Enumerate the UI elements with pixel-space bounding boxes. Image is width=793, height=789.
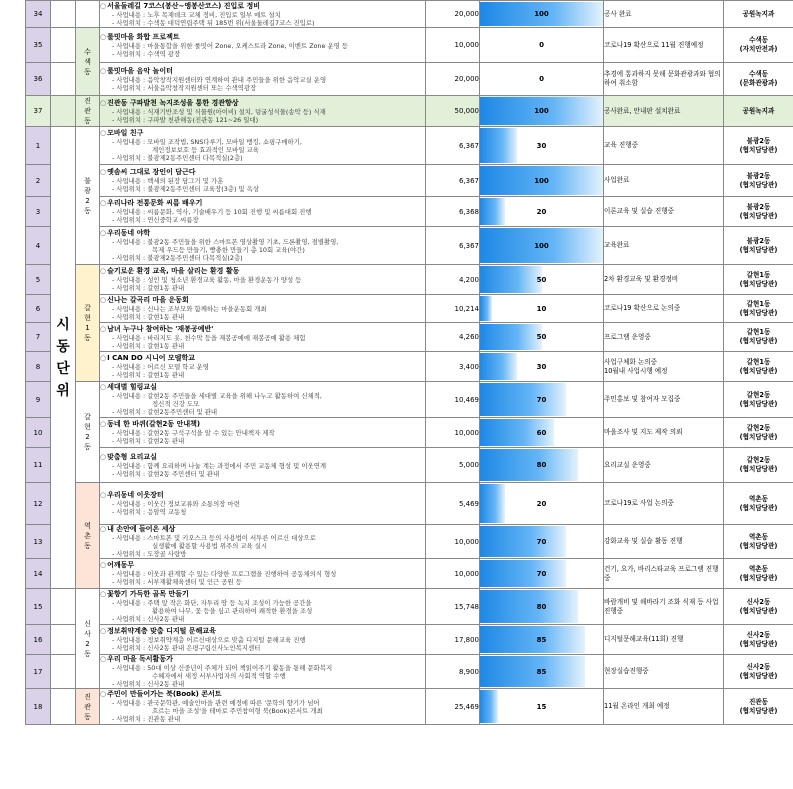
budget-value: 5,000 [426,448,480,483]
table-row [26,559,793,589]
row-number: 14 [26,559,51,589]
project-detail: - 사업내용 : 마을통합을 위한 룰밋어 Zone, 오케스트라 Zone, 이벤트 Zone 운영 등 [112,41,349,50]
progress-label: 15 [536,702,547,711]
project-content [100,295,426,323]
project-content [100,448,426,483]
project-title: ○어깨동무 [100,561,135,569]
group-label: 진 관 동 [76,96,100,127]
row-number: 5 [26,265,51,295]
project-detail: - 사업위치 : 갈현2동 주민센터 및 관내 [112,469,220,478]
status-text: 코로나19 확산으로 논의중 [604,295,724,323]
department-label: 불광2동 (협치담당관) [724,127,793,165]
table-row [26,227,793,265]
progress-cell [480,96,604,127]
project-detail: - 사업내용 : 성인 및 청소년 환경교육 활동, 마을 환경운동가 양성 등 [112,276,302,284]
budget-value: 20,000 [426,1,480,28]
table-row [26,689,793,725]
budget-value: 15,748 [426,589,480,625]
progress-label: 50 [536,333,547,341]
status-text: 프로그램 운영중 [604,323,724,352]
department-label: 갈현2동 (협치담당관) [724,418,793,448]
bullet-icon: ○ [100,129,107,137]
row-number: 36 [26,63,51,96]
department-label: 역촌동 (협치담당관) [724,483,793,525]
status-text: 코로나19 확산으로 11월 진행예정 [604,28,724,63]
bullet-icon: ○ [100,32,107,41]
budget-value: 10,000 [426,525,480,559]
budget-value: 6,367 [426,127,480,165]
group-label: 갈 현 1 동 [76,265,100,382]
bullet-icon: ○ [100,491,107,499]
budget-value: 3,400 [426,352,480,382]
progress-cell [480,655,604,689]
project-detail: - 사업위치 : 신사2동 관내 은평구립신사노인복지센터 [112,644,261,652]
table-row [26,589,793,625]
progress-label: 10 [536,304,547,313]
unit-label: 시 동 단 위 [51,127,76,589]
department-label: 신사2동 (협치담당관) [724,625,793,655]
department-label: 진관동 (협치담당관) [724,689,793,725]
table-row [26,265,793,295]
row-number: 8 [26,352,51,382]
progress-cell [480,165,604,197]
department-label: 갈현1동 (협치담당관) [724,352,793,382]
project-title: ○동네 한 바퀴(갈현2동 안내책) [100,420,201,428]
project-title: ○서울둘레길 7코스(봉산~앵봉산코스) 진입로 정비 [100,1,261,10]
bullet-icon: ○ [100,354,107,362]
project-detail: - 사업내용 : 어르신 모델 학교 운영 [112,363,209,371]
row-number: 3 [26,197,51,227]
table-row [26,483,793,525]
project-content [100,28,426,63]
project-title: ○I CAN DO 시니어 모델학교 [100,354,195,362]
project-detail: - 사업위치 : 연신중학교 씨름장 [112,216,199,224]
budget-value: 8,900 [426,655,480,689]
status-text: 이론교육 및 실습 진행중 [604,197,724,227]
project-detail: - 사업위치 : 갈현2동 관내 [112,437,185,445]
row-number: 35 [26,28,51,63]
department-label: 공원녹지과 [724,1,793,28]
department-label: 갈현1동 (협치담당관) [724,323,793,352]
progress-cell [480,483,604,525]
row-number: 17 [26,655,51,689]
progress-cell [480,589,604,625]
table-row [26,96,793,127]
department-label: 신사2동 (협치담당관) [724,589,793,625]
row-number: 18 [26,689,51,725]
progress-cell [480,197,604,227]
project-title: ○꽃향기 가득한 골목 만들기 [100,590,189,598]
project-content [100,589,426,625]
status-text: 교육 진행중 [604,127,724,165]
project-detail: - 사업위치 : 갈현1동 관내 [112,341,185,350]
bullet-icon: ○ [100,525,107,533]
department-label: 갈현2동 (협치담당관) [724,448,793,483]
group-label [76,1,100,28]
project-content [100,265,426,295]
project-detail: - 사업내용 : 이웃간 정보교류와 소통의장 마련 [112,500,240,508]
project-title: ○남녀 누구나 참여하는 '재봉공예반' [100,324,214,333]
bullet-icon: ○ [100,561,107,569]
project-detail: - 사업위치 : 신사2동 관내 [112,680,185,688]
project-title: ○모바일 친구 [100,129,144,137]
project-title: ○슬기로운 환경 교육, 마을 살리는 환경 활동 [100,267,240,275]
row-number: 6 [26,295,51,323]
project-detail: 수혜자에서 새정 서부사업자의 사회적 역할 수행 [152,672,286,680]
project-detail: - 사업위치 : 불광제2동주민센터 다목적실(2층) [112,254,243,262]
project-detail: 계인정보보호 등 효과적인 모바일 교육 [152,146,259,154]
project-title: ○우리동네 야학 [100,229,151,237]
progress-label: 30 [536,362,547,371]
status-text: 사업구체화 논의중 10월내 사업시행 예정 [604,352,724,382]
progress-cell [480,1,604,28]
progress-label: 70 [536,569,547,578]
bullet-icon: ○ [100,267,107,275]
row-number: 11 [26,448,51,483]
project-table [25,0,793,725]
project-content [100,127,426,165]
group-label: 갈 현 2 동 [76,382,100,483]
progress-label: 80 [536,602,547,611]
status-text: 강화교육 및 실습 활동 진행 [604,525,724,559]
status-text: 요리교실 운영중 [604,448,724,483]
status-text: 공사완료, 안내판 설치완료 [604,96,724,127]
status-text: 디지털문해교육(11회) 진행 [604,625,724,655]
project-detail: - 사업내용 : 갈현2동 주민들을 세대별 교육을 위해 나누고 활동하여 신체적, [112,392,322,400]
progress-label: 100 [534,10,549,18]
project-detail: - 사업내용 : 노후 목재데크 교체 정비, 진입로 일부 매트 설치 [112,10,281,19]
status-text: 공사 완료 [604,1,724,28]
budget-value: 10,214 [426,295,480,323]
table-row [26,655,793,689]
status-text: 바람개비 및 해바라기 조화 식재 등 사업 진행중 [604,589,724,625]
project-detail: - 사업내용 : 이웃과 관계할 수 있는 다양한 프로그램을 진행하여 공동체의식 형성 [112,570,337,578]
progress-label: 100 [534,241,549,250]
progress-label: 85 [536,635,547,644]
project-detail: - 사업내용 : 씨름문화, 역사, 기술배우기 등 10회 진행 및 씨름대회 진행 [112,208,312,216]
bullet-icon: ○ [100,324,107,333]
unit-blank [51,63,76,96]
progress-cell [480,418,604,448]
budget-value: 10,000 [426,28,480,63]
status-text: 건기, 요가, 바리스타교육 프로그램 진행중 [604,559,724,589]
group-label: 수 색 동 [76,28,100,96]
bullet-icon: ○ [100,420,107,428]
project-detail: - 사업내용 : 관국문학관, 예술인마을 관련 예정에 따른 '문학의 향기가 넘어 [112,699,320,707]
progress-label: 70 [536,395,547,404]
status-text: 교육완료 [604,227,724,265]
bullet-icon: ○ [100,1,107,10]
project-title: ○옛솜씨 그대로 장인이 담근다 [100,168,196,176]
progress-cell [480,352,604,382]
row-number: 2 [26,165,51,197]
project-content [100,96,426,127]
project-content [100,559,426,589]
progress-cell [480,28,604,63]
department-label: 갈현2동 (협치담당관) [724,382,793,418]
progress-label: 100 [534,107,549,115]
progress-cell [480,295,604,323]
progress-label: 80 [536,461,547,469]
project-title: ○신나는 갈곡리 마을 운동회 [100,296,189,304]
project-content [100,227,426,265]
progress-label: 30 [536,141,547,150]
project-detail: - 사업내용 : 함께 요리하며 나눌 계는 과정에서 주민 교동체 형성 및 이웃연계 [112,461,327,470]
budget-value: 4,200 [426,265,480,295]
project-detail: - 사업위치 : 수색동 대덕연립주택 뒤 185번 위(서울둘레길7코스 진입로) [112,18,315,27]
project-detail: - 사업내용 : 정보취약계층 어르신대상으로 맞춤 디지털 문해교육 진행 [112,636,306,644]
row-number: 13 [26,525,51,559]
progress-label: 60 [536,428,547,437]
table-row [26,197,793,227]
row-number: 9 [26,382,51,418]
bullet-icon: ○ [100,168,107,176]
status-text: 2차 환경교육 및 환경정비 [604,265,724,295]
status-text: 사업완료 [604,165,724,197]
unit-blank [51,625,76,655]
project-content [100,525,426,559]
project-detail: 실생활에 활용할 사용법 위주의 교육 실시 [152,542,268,550]
budget-value: 6,367 [426,165,480,197]
progress-cell [480,625,604,655]
project-detail: - 사업내용 : 백세의 된장 담그기 및 가훈 [112,177,224,185]
project-detail: - 사업위치 : 서울음악창작지원센터 또는 수색역광장 [112,83,257,92]
progress-label: 100 [534,176,549,185]
project-detail: - 사업내용 : 50대 이상 신중년이 주체가 되어 책읽어주기 활동을 통해 문화복지 [112,664,333,672]
progress-cell [480,127,604,165]
table-row [26,1,793,28]
table-row [26,63,793,96]
budget-value: 10,000 [426,418,480,448]
row-number: 34 [26,1,51,28]
project-detail: - 사업위치 : 갈현2동주민센터 및 관내 [112,408,218,416]
progress-cell [480,63,604,96]
department-label: 불광2동 (협치담당관) [724,165,793,197]
group-label: 불 광 2 동 [76,127,100,265]
progress-cell [480,525,604,559]
progress-cell [480,689,604,725]
project-title: ○우리나라 전통문화 씨름 배우기 [100,199,203,207]
status-text: 현장실습진행중 [604,655,724,689]
bullet-icon: ○ [100,627,107,635]
progress-label: 70 [536,537,547,546]
project-detail: - 사업위치 : 불광제2동주민센터 교육장(3층) 및 옥상 [112,185,260,193]
project-detail: 정신적 건강 도모 [152,400,200,408]
bullet-icon: ○ [100,452,107,461]
project-title: ○정보취약계층 맞춤 디지털 문해교육 [100,627,216,635]
project-content [100,165,426,197]
project-detail: - 사업위치 : 응암역 교동청 [112,508,187,516]
table-row [26,625,793,655]
project-detail: - 사업위치 : 불광제2동주민센터 다목적실(2층) [112,154,243,162]
project-title: ○맞춤형 요리교실 [100,452,157,461]
progress-label: 20 [536,499,547,508]
progress-label: 0 [539,41,544,49]
budget-value: 50,000 [426,96,480,127]
project-content [100,483,426,525]
project-content [100,418,426,448]
project-title: ○세대별 힐링교실 [100,383,157,391]
row-number: 15 [26,589,51,625]
unit-blank [51,96,76,127]
table-row [26,165,793,197]
progress-cell [480,448,604,483]
project-title: ○주민이 만들어가는 북(Book) 콘서트 [100,690,222,698]
group-label: 신 사 2 동 [76,589,100,689]
project-detail: - 사업내용 : 주택 앞 작은 화단, 자투리 땅 등 녹지 조성이 가능한 공간을 [112,599,312,607]
project-content [100,625,426,655]
project-detail: - 사업내용 : 식재기반조성 및 식물원(아이비) 설치, 덩굴성식물(송악 등) 식재 [112,107,326,116]
budget-value: 17,800 [426,625,480,655]
project-detail: - 사업위치 : 갈현1동 관내 [112,284,185,292]
project-title: ○룰밋마을 화합 프로젝트 [100,32,180,41]
project-detail: 활용하여 나무, 꽃 등을 심고 관리하여 쾌적한 환경을 조성 [152,607,313,615]
status-text: 코로나19로 사업 논의중 [604,483,724,525]
department-label: 수색동 (문화관광과) [724,63,793,96]
table-row [26,323,793,352]
row-number: 7 [26,323,51,352]
table-row [26,28,793,63]
row-number: 4 [26,227,51,265]
row-number: 10 [26,418,51,448]
status-text: 추경에 통과하지 못해 문화관광과와 협의하여 취소함 [604,63,724,96]
budget-value: 5,469 [426,483,480,525]
budget-value: 25,469 [426,689,480,725]
bullet-icon: ○ [100,383,107,391]
project-detail: 흐르는 마을 조성'을 테마로 주민참여형 북(Book)콘서트 개최 [152,707,323,715]
department-label: 역촌동 (협치담당관) [724,525,793,559]
budget-value: 6,367 [426,227,480,265]
row-number: 37 [26,96,51,127]
bullet-icon: ○ [100,229,107,237]
table-row [26,382,793,418]
project-detail: - 사업위치 : 진관동 관내 [112,715,181,723]
status-text: 주민홍보 및 참여자 모집중 [604,382,724,418]
progress-cell [480,559,604,589]
project-detail: - 사업위치 : 서부재활체육센터 및 인근 공원 등 [112,578,242,586]
project-detail: - 사업내용 : 음악창작지원센터와 연계하여 관내 주민들을 위한 음악교실 운영 [112,75,327,84]
progress-cell [480,265,604,295]
budget-value: 10,000 [426,559,480,589]
table-row [26,295,793,323]
department-label: 불광2동 (협치담당관) [724,197,793,227]
unit-blank [51,589,76,625]
project-detail: - 사업위치 : 수색역 광장 [112,49,181,58]
table-row [26,418,793,448]
project-content [100,382,426,418]
project-detail: - 사업내용 : 모바일 조작법, SNS다루기, 모바일 뱅킹, 쇼핑구매하기, [112,138,302,146]
project-detail: - 사업위치 : 도장골 사랑방 [112,550,187,558]
project-title: ○진관동 구파발천 녹지조성을 통한 경관향상 [100,98,239,107]
project-detail: - 사업내용 : 스마트폰 및 키오스크 등의 사용법이 서투른 어르신 대상으로 [112,534,316,542]
bullet-icon: ○ [100,296,107,304]
department-label: 수색동 (자치안전과) [724,28,793,63]
unit-blank [51,689,76,725]
project-content [100,1,426,28]
budget-value: 4,260 [426,323,480,352]
project-detail: - 사업위치 : 신사2동 관내 [112,615,185,623]
project-content [100,197,426,227]
row-number: 1 [26,127,51,165]
project-content [100,689,426,725]
project-title: ○우리 마을 독서활동가 [100,655,173,663]
budget-value: 10,469 [426,382,480,418]
group-label: 역 촌 동 [76,483,100,589]
project-detail: - 사업위치 : 구파발 천관해동(진관동 121~26 일대) [112,115,259,124]
table-row [26,127,793,165]
project-detail: - 사업내용 : 바리지도 옷, 천수막 등을 재봉공예에 재봉공예 활용 체험 [112,333,306,342]
progress-cell [480,323,604,352]
status-text: 11월 온라인 개최 예정 [604,689,724,725]
department-label: 공원녹지과 [724,96,793,127]
project-detail: - 사업내용 : 신나는 조부모와 함께하는 마을운동회 개최 [112,305,267,313]
project-title: ○우리동네 이웃장터 [100,491,164,499]
unit-blank [51,1,76,28]
bullet-icon: ○ [100,690,107,698]
row-number: 16 [26,625,51,655]
status-text: 마을조사 및 지도 제작 의뢰 [604,418,724,448]
progress-cell [480,382,604,418]
bullet-icon: ○ [100,199,107,207]
project-title: ○룰밋마을 음악 놀이터 [100,66,173,75]
project-detail: - 사업내용 : 불광2동 주민들을 위한 스마트폰 영상촬영 기초, 드론촬영, 점별촬영, [112,238,339,246]
bullet-icon: ○ [100,98,107,107]
table-row [26,448,793,483]
department-label: 신사2동 (협치담당관) [724,655,793,689]
bullet-icon: ○ [100,655,107,663]
unit-blank [51,28,76,63]
project-title: ○내 손안에 들어온 세상 [100,525,176,533]
department-label: 역촌동 (협치담당관) [724,559,793,589]
progress-label: 20 [536,207,547,216]
group-label: 진 관 동 [76,689,100,725]
project-content [100,323,426,352]
project-detail: 목제 우드등 만들기, 빵충한 만들기 총 10회 교육(야간) [152,246,305,254]
progress-label: 0 [539,75,544,83]
bullet-icon: ○ [100,590,107,598]
progress-label: 85 [536,667,547,676]
department-label: 불광2동 (협치담당관) [724,227,793,265]
project-content [100,655,426,689]
unit-blank [51,655,76,689]
project-content [100,352,426,382]
project-detail: - 사업내용 : 갈현2동 구석구석을 알 수 있는 안내책자 제작 [112,429,275,437]
department-label: 갈현1동 (협치담당관) [724,265,793,295]
project-detail: - 사업위치 : 갈현1동 관내 [112,313,185,321]
progress-cell [480,227,604,265]
department-label: 갈현1동 (협치담당관) [724,295,793,323]
budget-value: 6,368 [426,197,480,227]
table-row [26,352,793,382]
row-number: 12 [26,483,51,525]
project-content [100,63,426,96]
budget-value: 20,000 [426,63,480,96]
project-detail: - 사업위치 : 갈현1동 관내 [112,371,185,379]
table-row [26,525,793,559]
progress-label: 50 [536,275,547,284]
bullet-icon: ○ [100,66,107,75]
